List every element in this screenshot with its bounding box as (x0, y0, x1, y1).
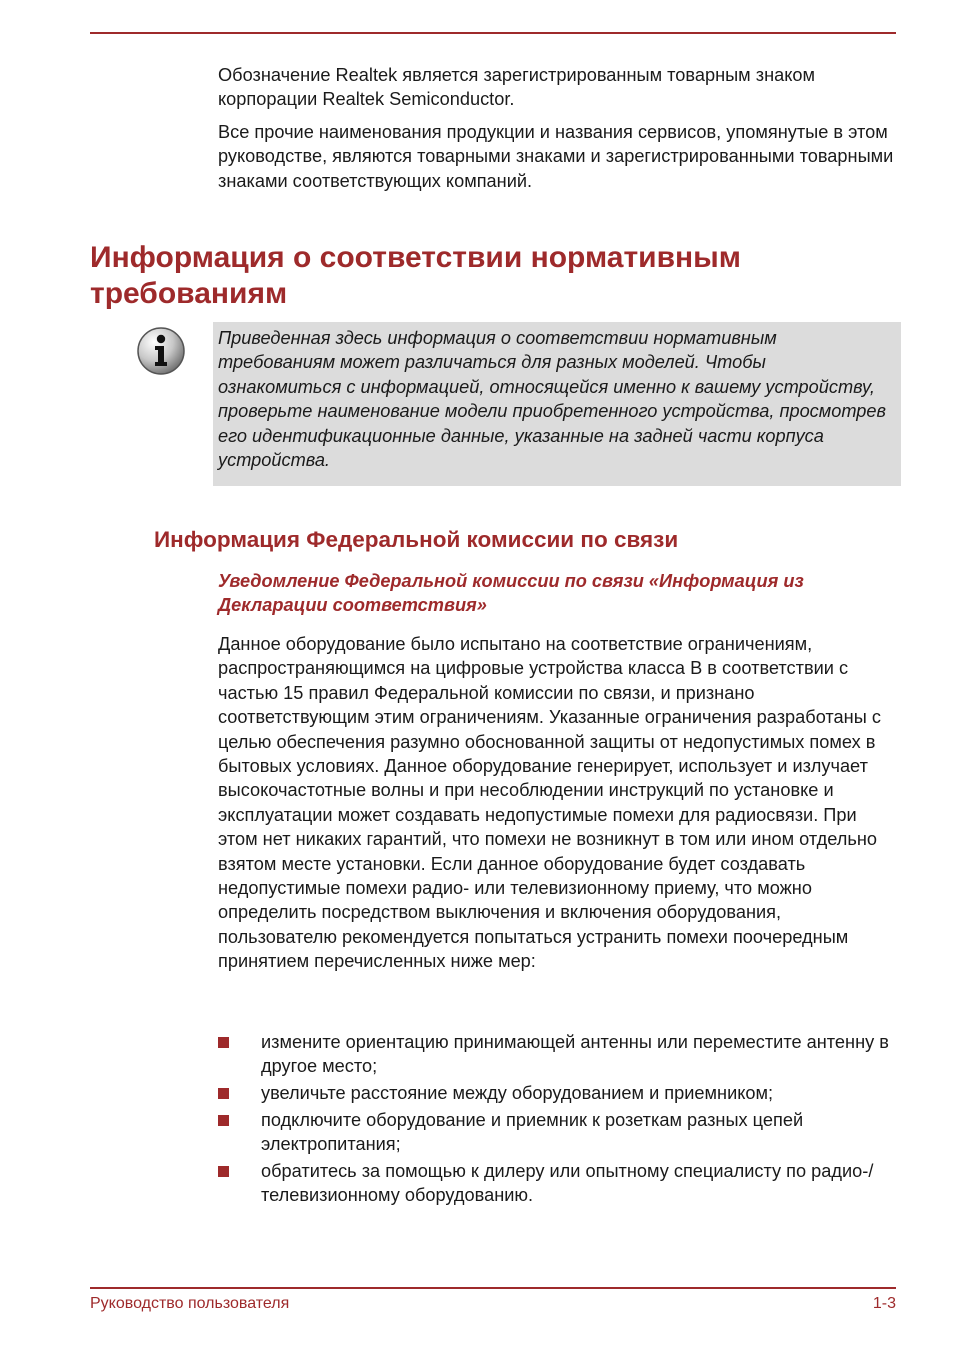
list-item (218, 1108, 898, 1157)
header-rule (90, 32, 896, 34)
list-item-text: измените ориентацию принимающей антенны или переместите антенну в другое место; (261, 1032, 889, 1077)
page-number: 1-3 (872, 1295, 896, 1312)
fcc-heading: Информация Федеральной комиссии по связи (154, 527, 679, 552)
footer-title: Руководство пользователя (90, 1295, 290, 1312)
fcc-subheading: Уведомление Федеральной комиссии по связи «Информация из Декларации соответствия» (218, 571, 804, 616)
footer-rule (90, 1287, 896, 1289)
list-item (218, 1081, 898, 1105)
bullet-square-icon (218, 1166, 229, 1177)
note-text: Приведенная здесь информация о соответствии нормативным требованиям может различаться для разных моделей. Чтобы ознакомиться с информацией, относящейся именно к вашему устройству, проверьте наименование модели приобретенного устройства, просмотрев его идентификационные данные, указанные на задней части корпуса устройства. (218, 328, 887, 471)
list-item (218, 1159, 898, 1208)
trademark-others-paragraph: Все прочие наименования продукции и названия сервисов, упомянутые в этом руководстве, являются товарными знаками и зарегистрированными товарными знаками соответствующих компаний. (218, 122, 894, 191)
bullet-square-icon (218, 1088, 229, 1099)
list-item-text: увеличьте расстояние между оборудованием и приемником; (261, 1083, 774, 1104)
bullet-square-icon (218, 1115, 229, 1126)
section-heading: Информация о соответствии нормативным требованиям (90, 241, 741, 310)
fcc-body-paragraph: Данное оборудование было испытано на соответствие ограничениям, распространяющимся на цифровые устройства класса B в соответствии с частью 15 правил Федеральной комиссии по связи, и признано соответствующим этим ограничениям. Указанные ограничения разработаны с целью обеспечения разумно обоснованной защиты от недопустимых помех в бытовых условиях. Данное оборудование генерирует, использует и излучает высокочастотные волны и при несоблюдении инструкций по установке и эксплуатации может создавать недопустимые помехи для радиосвязи. При этом нет никаких гарантий, что помехи не возникнут в том или ином отдельно взятом месте установки. Если данное оборудование будет создавать недопустимые помехи радио- или телевизионному приему, что можно определить посредством выключения и включения оборудования, пользователю рекомендуется попытаться устранить помехи поочередным принятием перечисленных ниже мер: (218, 634, 881, 972)
list-item-text: подключите оборудование и приемник к розеткам разных цепей электропитания; (261, 1109, 804, 1155)
fcc-measures-list (218, 1030, 898, 1210)
bullet-square-icon (218, 1037, 229, 1048)
list-item-text: обратитесь за помощью к дилеру или опытному специалисту по радио-/телевизионному оборудованию. (261, 1160, 874, 1206)
trademark-realtek-paragraph: Обозначение Realtek является зарегистрированным товарным знаком корпорации Realtek Semiconductor. (218, 65, 816, 110)
info-icon (136, 326, 186, 376)
list-item (218, 1030, 898, 1079)
